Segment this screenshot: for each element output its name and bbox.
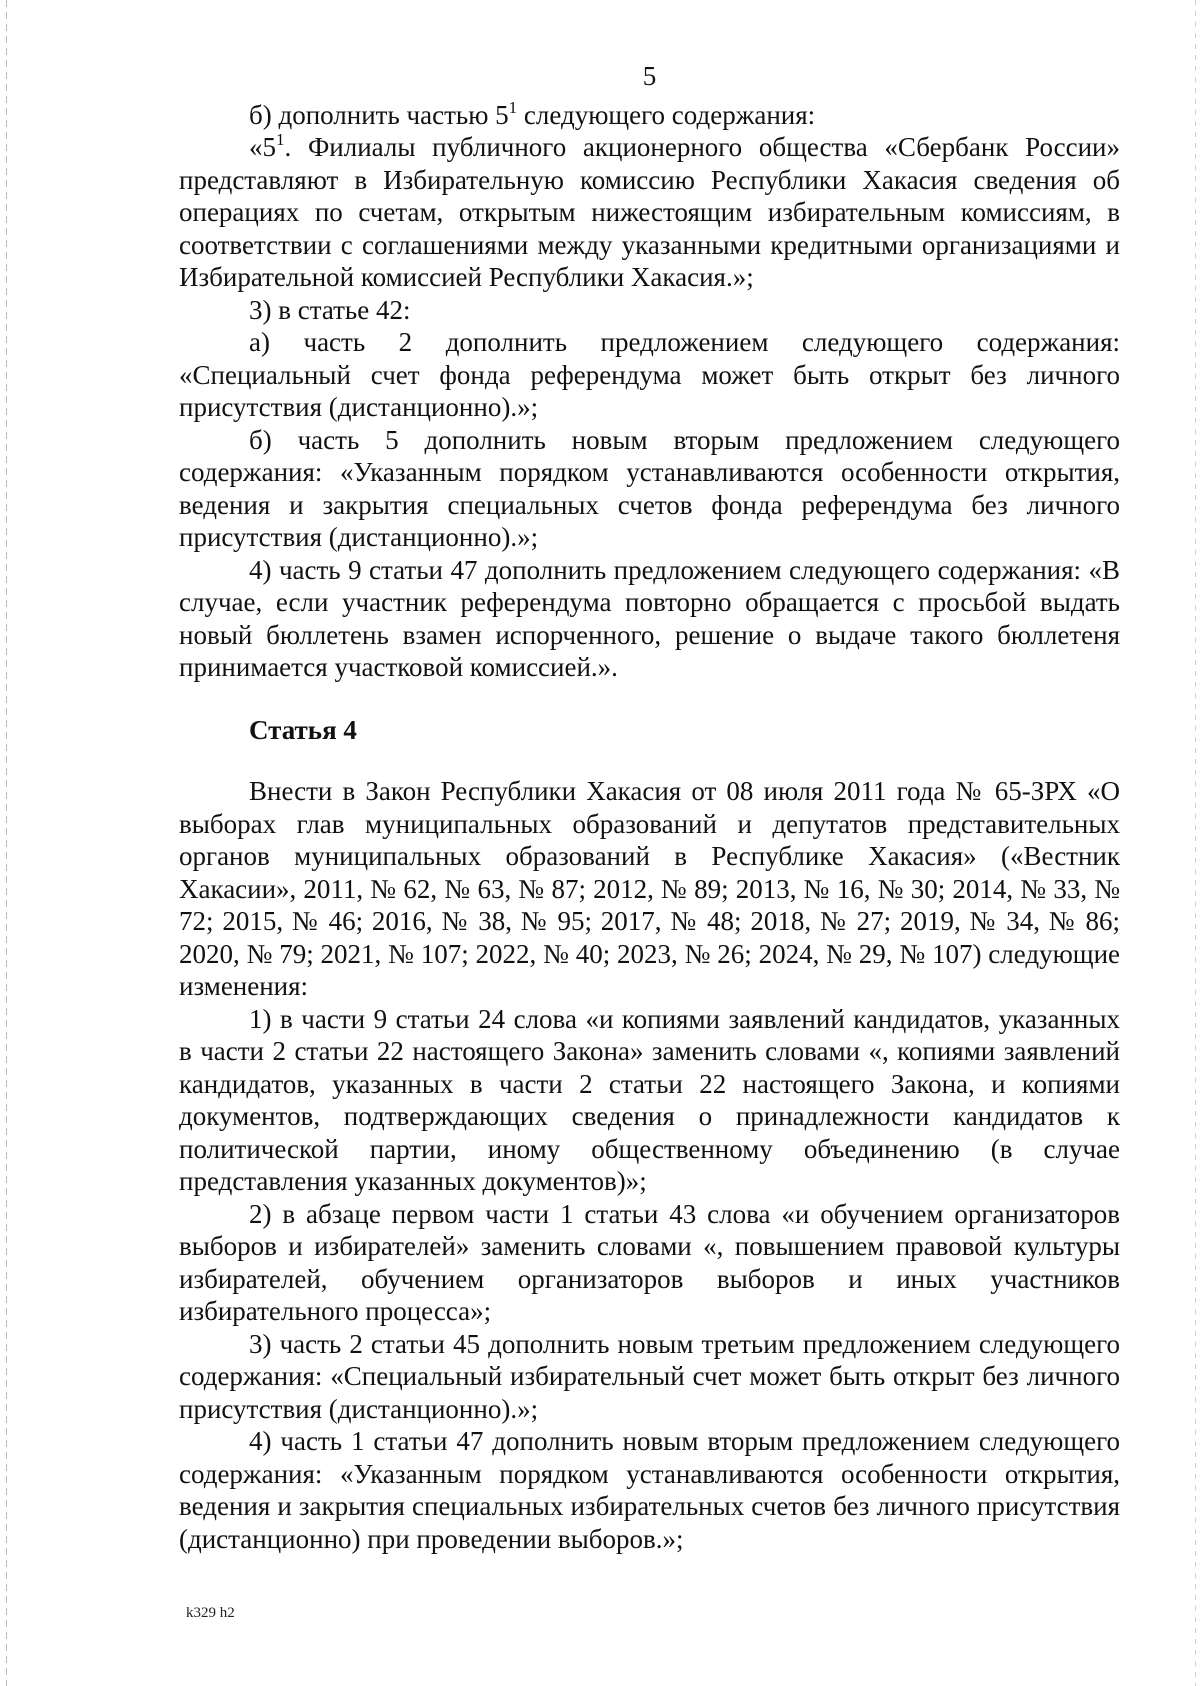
scan-edge-right	[1195, 0, 1196, 1686]
paragraph-add-part-5-1: б) дополнить частью $5^1$ следующего содержания:	[249, 97, 816, 130]
paragraph-article-42-a: а) часть 2 дополнить предложением следующего содержания: «Специальный счет фонда референдума может быть открыт без личного присутствия (дистанционно).»;	[179, 327, 1120, 422]
paragraph-item-1: 1) в части 9 статьи 24 слова «и копиями заявлений кандидатов, указанных в части 2 статьи 22 настоящего Закона» заменить словами «, копиями заявлений кандидатов, указанных в части 2 статьи 22 настоящего Закона, и копиями документов, подтверждающих сведения о принадлежности кандидатов к политической партии, иному общественному объединению (в случае представления указанных документов)»;	[179, 1003, 1120, 1196]
paragraph-article-42-b: б) часть 5 дополнить новым вторым предложением следующего содержания: «Указанным порядком устанавливаются особенности открытия, ведения и закрытия специальных счетов фонда референдума без личного присутствия (дистанционно).»;	[179, 424, 1120, 552]
scan-edge-left	[6, 0, 7, 1686]
paragraph-item-4: 4) часть 1 статьи 47 дополнить новым вторым предложением следующего содержания: «Указанным порядком устанавливаются особенности открытия, ведения и закрытия специальных избирательных счетов без личного присутствия (дистанционно) при проведении выборов.»;	[179, 1426, 1120, 1554]
paragraph-amend-law-65: Внести в Закон Республики Хакасия от 08 июля 2011 года № 65-ЗРХ «О выборах глав муниципальных образований и депутатов представительных органов муниципальных образований в Республике Хакасия» («Вестник Хакасии», 2011, № 62, № 63, № 87; 2012, № 89; 2013, № 16, № 30; 2014, № 33, № 72; 2015, № 46; 2016, № 38, № 95; 2017, № 48; 2018, № 27; 2019, № 34, № 86; 2020, № 79; 2021, № 107; 2022, № 40; 2023, № 26; 2024, № 29, № 107) следующие изменения:	[179, 776, 1120, 1001]
paragraph-article-47-part-9: 4) часть 9 статьи 47 дополнить предложением следующего содержания: «В случае, если участник референдума повторно обращается с просьбой выдать новый бюллетень взамен испорченного, решение о выдаче такого бюллетеня принимается участковой комиссией.».	[179, 554, 1120, 682]
document-page	[179, 60, 1120, 1555]
paragraph-item-3: 3) часть 2 статьи 45 дополнить новым третьим предложением следующего содержания: «Специальный избирательный счет может быть открыт без личного присутствия (дистанционно).»;	[179, 1328, 1120, 1424]
paragraph-part-5-1-text: «$5^1$. Филиалы публичного акционерного общества «Сбербанк России» представляют в Избирательную комиссию Республики Хакасия сведения об операциях по счетам, открытым нижестоящим избирательным комиссиям, в соответствии с соглашениями между указанными кредитными организациями и Избирательной комиссией Республики Хакасия.»;	[179, 130, 1120, 292]
paragraph-article-42: 3) в статье 42:	[249, 294, 411, 325]
document-code: k329 h2	[186, 1605, 235, 1621]
paragraph-item-2: 2) в абзаце первом части 1 статьи 43 слова «и обучением организаторов выборов и избирателей» заменить словами «, повышением правовой культуры избирателей, обучением организаторов выборов и иных участников избирательного процесса»;	[179, 1198, 1120, 1326]
page-number: 5	[642, 61, 657, 91]
article-heading: Статья 4	[249, 714, 357, 745]
